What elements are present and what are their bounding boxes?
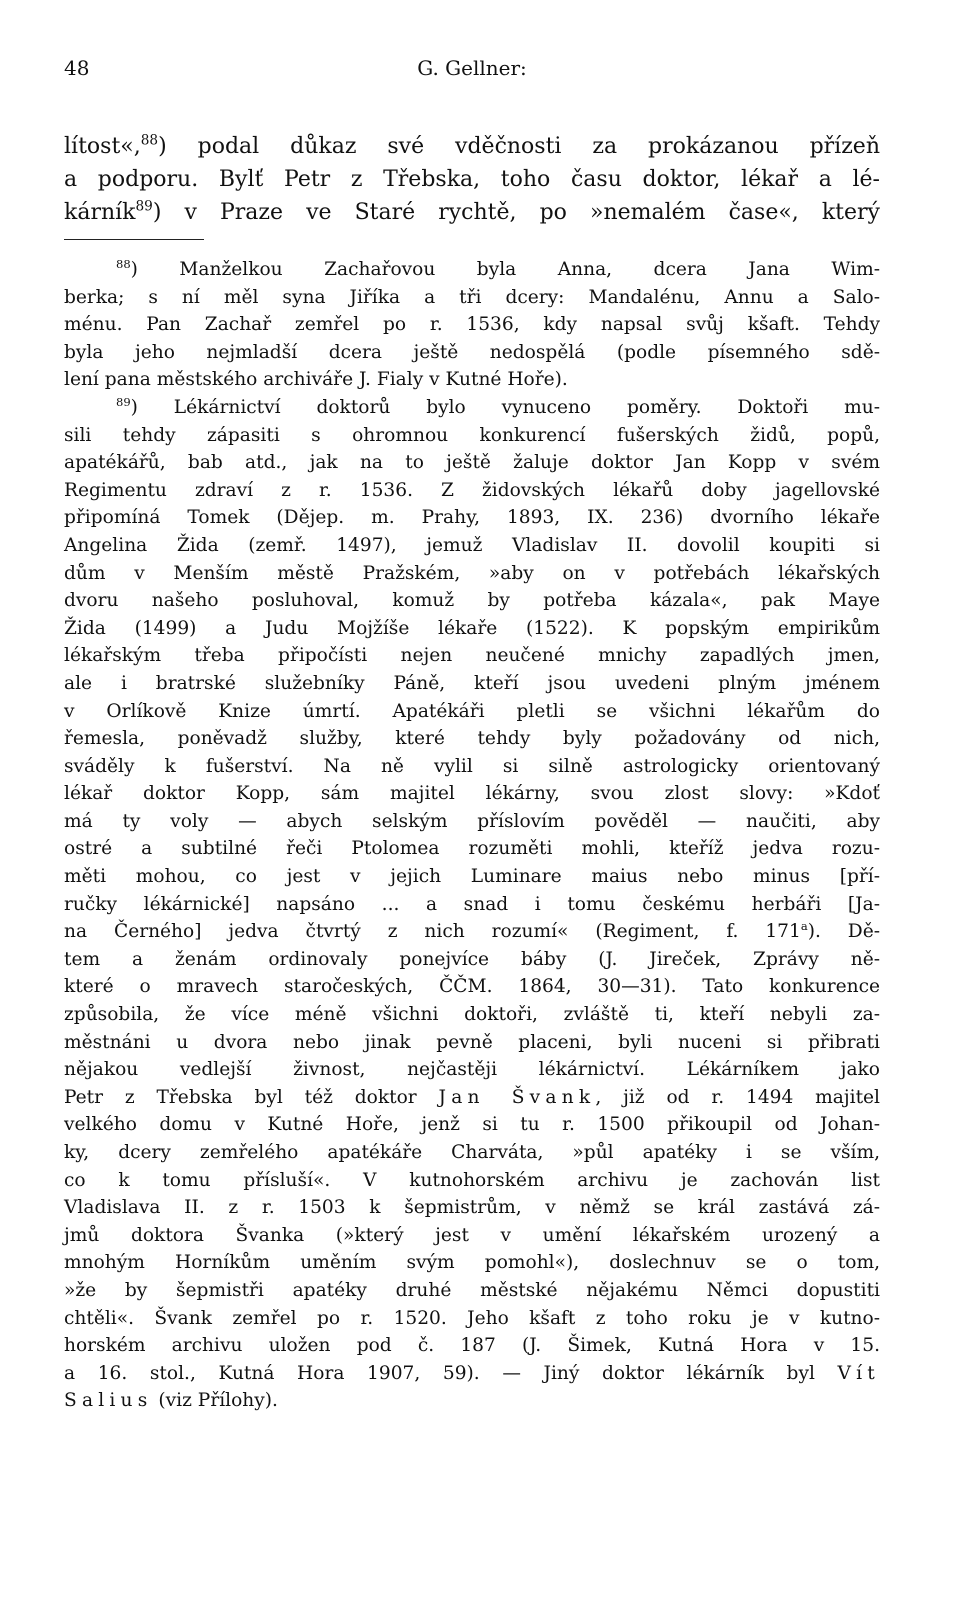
footnote-line (64, 560, 880, 588)
footnote-line (64, 366, 880, 394)
text-run: ménu. Pan Zachař zemřel po r. 1536, kdy napsal svůj kšaft. Tehdy (64, 314, 880, 336)
spaced-name: Vít (837, 1362, 880, 1384)
main-text (64, 130, 880, 229)
footnote-line (64, 918, 880, 946)
footnote-line (64, 1056, 880, 1084)
text-run: Žida (1499) a Judu Mojžíše lékaře (1522). K popským empirikům (64, 617, 880, 639)
text-run: měti mohou, co jest v jejich Luminare maius nebo minus [pří- (64, 866, 880, 888)
text-run: ). Dě- (807, 921, 880, 943)
footnotes (64, 256, 880, 1415)
text-run: které o mravech staročeských, ČČM. 1864, 30—31). Tato konkurence (64, 976, 880, 998)
footnote-line (64, 532, 880, 560)
text-run: horském archivu uložen pod č. 187 (J. Šimek, Kutná Hora v 15. (64, 1335, 880, 1357)
footnote-line (64, 1222, 880, 1250)
footnote-line (64, 587, 880, 615)
footnote-line (64, 1249, 880, 1277)
footnote-marker: 88 (116, 256, 131, 271)
text-run: nějakou vedlejší živnost, nejčastěji lékárnictví. Lékárníkem jako (64, 1059, 880, 1081)
text-run: Regimentu zdraví z r. 1536. Z židovských lékařů doby jagellovské (64, 479, 880, 501)
footnote-line (64, 973, 880, 1001)
body-line (64, 196, 880, 229)
footnote-88 (64, 256, 880, 394)
body-line (64, 163, 880, 196)
footnote-line (64, 339, 880, 367)
text-run: ) podal důkaz své vděčnosti za prokázanou přízeň (158, 134, 880, 159)
page-number: 48 (64, 56, 90, 80)
footnote-separator (64, 239, 204, 240)
text-run: berka; s ní měl syna Jiříka a tři dcery: Mandalénu, Annu a Salo- (64, 286, 880, 308)
footnote-line (64, 642, 880, 670)
text-run: apatékářů, bab atd., jak na to ještě žaluje doktor Jan Kopp v svém (64, 452, 880, 474)
footnote-line (64, 311, 880, 339)
footnote-line (64, 808, 880, 836)
text-run: tem a ženám ordinovaly ponejvíce báby (J. Jireček, Zprávy ně- (64, 948, 880, 970)
text-run: ) v Praze ve Staré rychtě, po »nemalém čase«, který (152, 200, 880, 225)
text-run: byla jeho nejmladší dcera ještě nedospělá (podle písemného sdě- (64, 341, 880, 363)
text-run: připomíná Tomek (Dějep. m. Prahy, 1893, IX. 236) dvorního lékaře (64, 507, 880, 529)
footnote-line (64, 504, 880, 532)
text-run: kárník (64, 200, 136, 225)
footnote-line (64, 422, 880, 450)
footnote-line (64, 753, 880, 781)
footnote-line (64, 698, 880, 726)
footnote-line (64, 1167, 880, 1195)
text-run: lékařským třeba připočísti nejen neučené mnichy zapadlých jmen, (64, 645, 880, 667)
footnote-line (64, 1332, 880, 1360)
text-run: dvoru našeho posluhoval, komuž by potřeba kázala«, pak Maye (64, 590, 880, 612)
text-run: lení pana městského archiváře J. Fialy v Kutné Hoře). (64, 369, 568, 391)
text-run: Angelina Žida (zemř. 1497), jemuž Vladislav II. dovolil koupiti si (64, 534, 880, 556)
text-run: městnáni u dvora nebo jinak pevně placeni, byli nuceni si přibrati (64, 1031, 880, 1053)
text-run: ostré a subtilné řeči Ptolomea rozuměti mohli, kteříž jedva rozu- (64, 838, 880, 860)
footnote-line (64, 780, 880, 808)
text-run: má ty voly — abych selským příslovím pověděl — naučiti, aby (64, 810, 880, 832)
footnote-line (64, 1111, 880, 1139)
footnote-line (64, 863, 880, 891)
footnote-line (64, 1387, 880, 1415)
footnote-line (64, 1139, 880, 1167)
spaced-name: Salius (64, 1390, 153, 1412)
footnote-line (64, 1305, 880, 1333)
text-run: mnohým Horníkům uměním svým pomohl«), doslechnuv se o tom, (64, 1252, 880, 1274)
text-run: a 16. stol., Kutná Hora 1907, 59). — Jiný doktor lékárník byl (64, 1362, 838, 1384)
footnote-line (64, 1360, 880, 1388)
footnote-marker: a (800, 919, 808, 934)
text-run: ale i bratrské služebníky Páně, kteří jsou uvedeni plným jménem (64, 672, 880, 694)
footnote-line (64, 1194, 880, 1222)
footnote-line (64, 477, 880, 505)
text-run: (viz Přílohy). (152, 1390, 278, 1412)
footnote-marker: 88 (140, 132, 159, 149)
footnote-line (64, 670, 880, 698)
text-run: lítost«, (64, 134, 141, 159)
footnote-marker: 89 (135, 198, 153, 215)
body-line (64, 130, 880, 163)
footnote-line (64, 891, 880, 919)
footnote-line (64, 725, 880, 753)
footnote-line (64, 394, 880, 422)
footnote-line (64, 256, 880, 284)
footnote-89 (64, 394, 880, 1415)
text-run: jmů doktora Švanka (»který jest v umění lékařském urozený a (64, 1224, 880, 1246)
text-run: ručky lékárnické] napsáno ... a snad i tomu českému herbáři [Ja- (64, 893, 880, 915)
text-run: Petr z Třebska byl též doktor (64, 1086, 439, 1108)
text-run: ) Manželkou Zachařovou byla Anna, dcera Jana Wim- (130, 259, 880, 280)
footnote-line (64, 615, 880, 643)
footnote-line (64, 946, 880, 974)
text-run: Vladislava II. z r. 1503 k šepmistrům, v němž se král zastává zá- (64, 1197, 880, 1219)
text-run: řemesla, poněvadž služby, které tehdy byly požadovány od nich, (64, 728, 880, 750)
footnote-marker: 89 (116, 394, 131, 409)
footnote-line (64, 1001, 880, 1029)
text-run: sváděly k fušerství. Na ně vylil si silně astrologicky orientovaný (64, 755, 880, 777)
footnote-line (64, 284, 880, 312)
text-run: co k tomu přísluší«. V kutnohorském archivu je zachován list (64, 1169, 880, 1191)
text-run: »že by šepmistři apatéky druhé městské nějakému Němci dopustiti (64, 1279, 880, 1301)
text-run: ky, dcery zemřelého apatékáře Charváta, »půl apatéky i se vším, (64, 1142, 880, 1163)
footnote-line (64, 835, 880, 863)
text-run: způsobila, že více méně všichni doktoři, zvláště ti, kteří nebyli za- (64, 1004, 880, 1026)
text-run: ) Lékárnictví doktorů bylo vynuceno poměry. Doktoři mu- (130, 396, 880, 418)
text-run: sili tehdy zápasiti s ohromnou konkurencí fušerských židů, popů, (64, 424, 880, 446)
text-run: v Orlíkově Knize úmrtí. Apatékáři pletli se všichni lékařům do (64, 700, 880, 722)
text-run: na Černého] jedva čtvrtý z nich rozumí« (Regiment, f. 171 (64, 921, 801, 943)
text-run: a podporu. Bylť Petr z Třebska, toho času doktor, lékař a lé- (64, 167, 880, 192)
footnote-line (64, 449, 880, 477)
spaced-name: Jan Švank (438, 1086, 596, 1108)
text-run: dům v Menším městě Pražském, »aby on v potřebách lékařských (64, 562, 880, 584)
footnote-line (64, 1277, 880, 1305)
running-header (64, 56, 880, 96)
text-run: velkého domu v Kutné Hoře, jenž si tu r. 1500 přikoupil od Johan- (64, 1114, 880, 1136)
document-page (64, 56, 880, 1415)
text-run: , již od r. 1494 majitel (595, 1086, 880, 1108)
running-title: G. Gellner: (417, 56, 527, 80)
footnote-line (64, 1029, 880, 1057)
text-run: lékař doktor Kopp, sám majitel lékárny, svou zlost slovy: »Kdoť (64, 783, 880, 805)
footnote-line (64, 1084, 880, 1112)
text-run: chtěli«. Švank zemřel po r. 1520. Jeho kšaft z toho roku je v kutno- (64, 1307, 880, 1329)
